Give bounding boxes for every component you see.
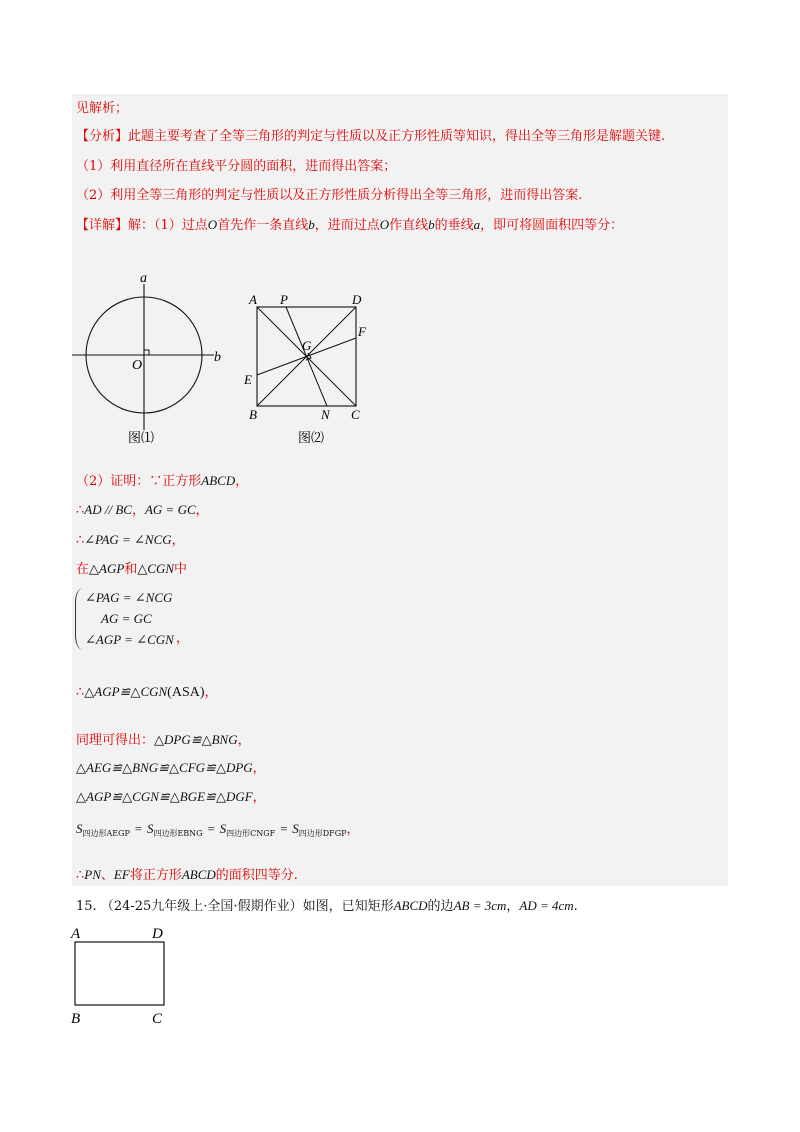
proof-step9-suffix: 的面积四等分. — [215, 868, 298, 883]
fig1-label-a: a — [140, 271, 147, 286]
proof-step4-suffix: ， — [204, 685, 218, 700]
detail-text-a: 解：（1）过点 — [128, 218, 208, 233]
proof-step4-math: △AGP≌△CGN — [84, 684, 168, 699]
detail-text-e: 的垂线 — [434, 218, 474, 233]
proof-step0-prefix: （2）证明：∵正方形 — [76, 474, 202, 489]
detail-line — [76, 216, 623, 235]
proof-step9-prefix: ∴ — [76, 868, 85, 883]
proof-step5-math: △DPG≌△BNG — [154, 732, 238, 747]
rect-abcd — [75, 942, 164, 1005]
proof-step9-mid: 将正方形 — [129, 868, 182, 883]
area-s-3: S — [219, 821, 227, 836]
question-math-ad: AD = 4cm — [519, 898, 574, 913]
area-sub-4: 四边形DFGP — [298, 829, 347, 838]
detail-text-c: ，进而过点 — [314, 218, 380, 233]
figure-rectangle-abcd — [66, 922, 186, 1032]
proof-step7-suffix: ， — [252, 790, 266, 805]
question-text-a: 如图，已知矩形 — [302, 899, 394, 914]
fig2-label-e: E — [244, 372, 252, 387]
proof-step3-mid: 和 — [124, 562, 138, 577]
var-o: O — [207, 217, 218, 232]
rect-label-a: A — [71, 926, 81, 942]
question-number: 15. — [76, 899, 97, 914]
fig1-right-angle-mark — [144, 350, 149, 355]
detail-text-b: 首先作一条直线 — [217, 218, 309, 233]
proof-step9-math-b: EF — [113, 867, 130, 882]
proof-step-6 — [76, 759, 266, 778]
area-sub-3: 四边形CNGF — [226, 829, 276, 838]
proof-step-1 — [76, 501, 209, 520]
system-row-2: AG = GC — [101, 611, 152, 626]
fig2-caption: 图⑵ — [298, 430, 325, 445]
proof-step8-suffix: ， — [346, 822, 360, 837]
var-a: a — [473, 217, 481, 232]
proof-step1-math-b: AG = GC — [144, 502, 196, 517]
area-sub-2: 四边形EBNG — [153, 829, 203, 838]
proof-step2-suffix: ， — [171, 533, 185, 548]
proof-step-0 — [76, 472, 248, 491]
proof-step1-math-a: AD // BC — [84, 502, 132, 517]
answer-heading: 见解析； — [76, 101, 129, 116]
rect-label-c: C — [152, 1011, 163, 1027]
proof-step2-prefix: ∴ — [76, 533, 85, 548]
proof-step9-math-c: ABCD — [181, 867, 216, 882]
system-suffix: ， — [176, 631, 190, 646]
question-text-b: 的边 — [427, 899, 454, 914]
rect-label-b: B — [71, 1011, 81, 1027]
fig2-label-n: N — [321, 407, 330, 422]
figure-1-circle — [64, 270, 234, 450]
fig1-label-o: O — [132, 358, 143, 373]
proof-step-2 — [76, 531, 185, 550]
proof-step-8 — [76, 820, 360, 843]
system-row-1: ∠PAG = ∠NCG — [85, 590, 173, 605]
proof-step9-sep: 、 — [100, 868, 114, 883]
proof-step6-math: △AEG≌△BNG≌△CFG≌△DPG — [76, 760, 253, 775]
proof-step-9 — [76, 866, 298, 885]
proof-step-5 — [76, 731, 251, 750]
area-eq-1: = — [134, 821, 143, 836]
area-s-2: S — [146, 821, 154, 836]
var-b-2: b — [428, 217, 435, 232]
analysis-text: 此题主要考查了全等三角形的判定与性质以及正方形性质等知识，得出全等三角形是解题关键. — [128, 129, 666, 144]
var-o-2: O — [379, 217, 390, 232]
proof-step6-suffix: ， — [252, 761, 266, 776]
system-brace — [75, 588, 84, 650]
analysis-tag: 【分析】 — [76, 129, 129, 144]
figure-2-square — [240, 288, 380, 448]
proof-step3-math-a: △AGP — [89, 561, 125, 576]
proof-step5-prefix: 同理可得出： — [76, 733, 155, 748]
fig2-label-d: D — [352, 292, 362, 307]
fig2-label-f: F — [358, 324, 366, 339]
rect-label-d: D — [152, 926, 163, 942]
analysis-point-2: （2）利用全等三角形的判定与性质以及正方形性质分析得出全等三角形，进而得出答案. — [76, 188, 583, 203]
proof-step4-asa: (ASA) — [167, 685, 205, 700]
proof-step9-math-a: PN — [84, 867, 101, 882]
proof-step3-suffix: 中 — [174, 562, 188, 577]
analysis-line — [76, 128, 665, 146]
fig2-label-g: G — [302, 338, 312, 353]
proof-step1-prefix: ∴ — [76, 503, 85, 518]
proof-step1-suffix: ， — [195, 503, 209, 518]
proof-step4-prefix: ∴ — [76, 685, 85, 700]
proof-step-7 — [76, 788, 266, 807]
proof-step7-math: △AGP≌△CGN≌△BGE≌△DGF — [76, 789, 253, 804]
analysis-point-1: （1）利用直径所在直线平分圆的面积，进而得出答案； — [76, 159, 397, 174]
question-source: （24-25九年级上·全国·假期作业） — [100, 899, 303, 914]
fig2-label-a: A — [249, 292, 257, 307]
detail-text-d: 作直线 — [389, 218, 429, 233]
proof-step1-sep: ， — [131, 503, 145, 518]
proof-step5-suffix: ， — [237, 733, 251, 748]
fig2-label-b: B — [249, 407, 257, 422]
area-eq-3: = — [279, 821, 289, 836]
fig2-label-p: P — [280, 292, 288, 307]
fig1-label-b: b — [214, 350, 221, 365]
fig2-label-c: C — [351, 407, 360, 422]
question-15 — [76, 897, 578, 916]
proof-step0-math: ABCD — [201, 473, 236, 488]
question-text-d: . — [573, 899, 578, 914]
proof-step3-prefix: 在 — [76, 562, 90, 577]
detail-text-f: ，即可将圆面积四等分： — [480, 218, 624, 233]
question-math-ab: AB = 3cm — [453, 898, 507, 913]
var-b: b — [308, 217, 315, 232]
system-row-3: ∠AGP = ∠CGN — [85, 632, 174, 647]
question-math-rect: ABCD — [393, 898, 428, 913]
fig1-caption: 图⑴ — [128, 430, 155, 445]
proof-step-3 — [76, 560, 187, 579]
area-s-4: S — [292, 821, 299, 836]
question-text-c: ， — [506, 899, 520, 914]
proof-step0-suffix: ， — [235, 474, 249, 489]
proof-step-4 — [76, 683, 218, 702]
proof-step3-math-b: △CGN — [137, 561, 175, 576]
detail-tag: 【详解】 — [76, 218, 129, 233]
proof-step2-math: ∠PAG = ∠NCG — [84, 532, 172, 547]
area-s-1: S — [76, 821, 83, 836]
area-sub-1: 四边形AEGP — [82, 829, 130, 838]
area-eq-2: = — [206, 821, 216, 836]
